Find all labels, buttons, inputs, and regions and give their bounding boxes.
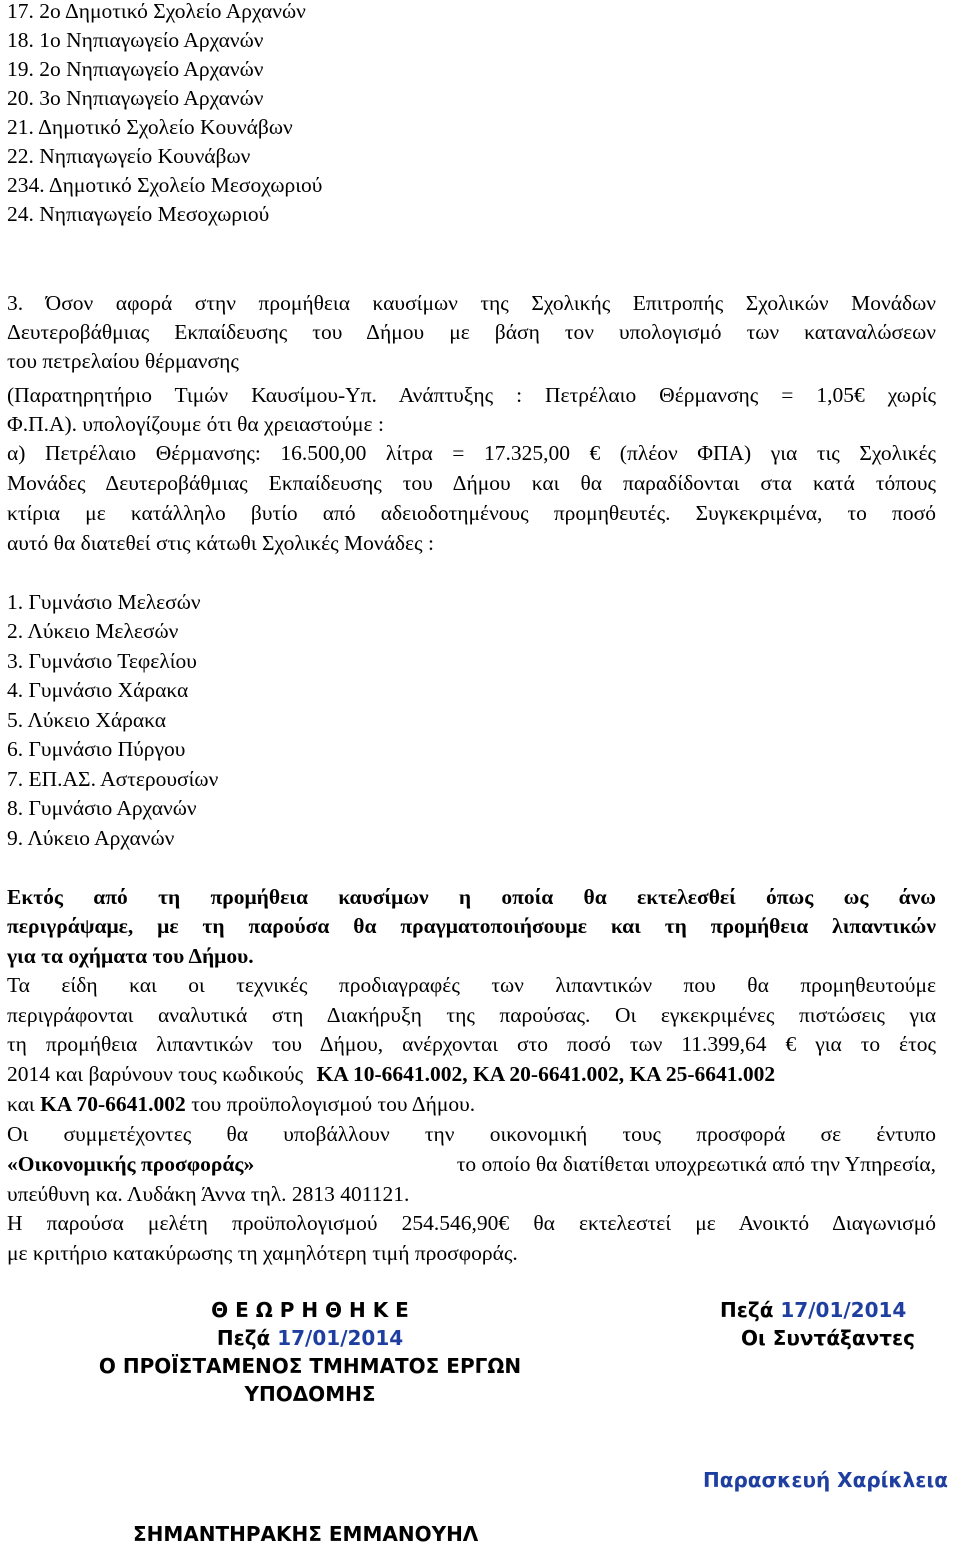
paragraph-line: Δευτεροβάθμιας Εκπαίδευσης του Δήμου με βάση τον υπολογισμό των καταναλώσεων bbox=[7, 320, 936, 344]
paragraph-line: (Παρατηρητήριο Τιμών Καυσίμου-Υπ. Ανάπτυξης : Πετρέλαιο Θέρμανσης = 1,05€ χωρίς bbox=[7, 383, 936, 407]
paragraph-line: Φ.Π.Α). υπολογίζουμε ότι θα χρειαστούμε : bbox=[7, 412, 384, 436]
place-date bbox=[75, 1324, 545, 1352]
list-item: 4. Γυμνάσιο Χάρακα bbox=[7, 678, 189, 702]
list-item: 24. Νηπιαγωγείο Μεσοχωριού bbox=[7, 202, 270, 226]
budget-code: ΚΑ 70-6641.002 bbox=[40, 1092, 186, 1116]
list-item: 3. Γυμνάσιο Τεφελίου bbox=[7, 649, 197, 673]
budget-codes: ΚΑ 10-6641.002, ΚΑ 20-6641.002, ΚΑ 25-6641.002 bbox=[316, 1062, 776, 1086]
paragraph-line bbox=[7, 1090, 475, 1119]
approval-title: Θ Ε Ω Ρ Η Θ Η Κ Ε bbox=[211, 1298, 409, 1322]
paragraph-line: Μονάδες Δευτεροβάθμιας Εκπαίδευσης του Δήμου και θα παραδίδονται στα κατά τόπους bbox=[7, 471, 936, 495]
place: Πεζά bbox=[720, 1298, 781, 1322]
paragraph-line: Η παρούσα μελέτη προϋπολογισμού 254.546,90€ θα εκτελεστεί με Ανοικτό Διαγωνισμό bbox=[7, 1211, 936, 1235]
text-run: του προϋπολογισμού του Δήμου. bbox=[185, 1092, 476, 1116]
offer-form-name: «Οικονομικής προσφοράς» bbox=[7, 1152, 255, 1176]
list-item: 1. Γυμνάσιο Μελεσών bbox=[7, 590, 201, 614]
paragraph-line: περιγράψαμε, με τη παρούσα θα πραγματοποιήσουμε και τη προμήθεια λιπαντικών bbox=[7, 914, 936, 938]
paragraph-line: περιγράφονται αναλυτικά στη Διακήρυξη της παρούσας. Οι εγκεκριμένες πιστώσεις για bbox=[7, 1003, 936, 1027]
date: 17/01/2014 bbox=[277, 1326, 404, 1350]
paragraph-line: με κριτήριο κατακύρωσης τη χαμηλότερη τιμή προσφοράς. bbox=[7, 1241, 518, 1265]
list-item: 7. ΕΠ.ΑΣ. Αστερουσίων bbox=[7, 767, 219, 791]
list-item: 8. Γυμνάσιο Αρχανών bbox=[7, 796, 197, 820]
list-item: 20. 3ο Νηπιαγωγείο Αρχανών bbox=[7, 86, 264, 110]
text-run: 2014 και βαρύνουν τους κωδικούς bbox=[7, 1062, 309, 1086]
paragraph-line: Οι συμμετέχοντες θα υποβάλλουν την οικονομική τους προσφορά σε έντυπο bbox=[7, 1122, 936, 1146]
paragraph-line: Τα είδη και οι τεχνικές προδιαγραφές των λιπαντικών που θα προμηθευτούμε bbox=[7, 973, 936, 997]
signatory-name: Παρασκευή Χαρίκλεια bbox=[703, 1468, 948, 1492]
paragraph-line: Εκτός από τη προμήθεια καυσίμων η οποία θα εκτελεσθεί όπως ως άνω bbox=[7, 885, 936, 909]
list-item: 19. 2ο Νηπιαγωγείο Αρχανών bbox=[7, 57, 264, 81]
paragraph-line: κτίρια με κατάλληλο βυτίο από αδειοδοτημένους προμηθευτές. Συγκεκριμένα, το ποσό bbox=[7, 501, 936, 525]
date: 17/01/2014 bbox=[780, 1298, 907, 1322]
list-item: 2. Λύκειο Μελεσών bbox=[7, 619, 179, 643]
paragraph-line: 3. Όσον αφορά στην προμήθεια καυσίμων της Σχολικής Επιτροπής Σχολικών Μονάδων bbox=[7, 291, 936, 315]
paragraph-line: του πετρελαίου θέρμανσης bbox=[7, 349, 239, 373]
signatory-role: Οι Συντάξαντες bbox=[741, 1326, 915, 1350]
paragraph-line: αυτό θα διατεθεί στις κάτωθι Σχολικές Μονάδες : bbox=[7, 531, 434, 555]
text-run: το οποίο θα διατίθεται υποχρεωτικά από την Υπηρεσία, bbox=[456, 1152, 936, 1176]
signatory-role: Ο ΠΡΟΪΣΤΑΜΕΝΟΣ ΤΜΗΜΑΤΟΣ ΕΡΓΩΝ bbox=[98, 1354, 522, 1378]
list-item: 17. 2ο Δημοτικό Σχολείο Αρχανών bbox=[7, 0, 306, 23]
list-item: 18. 1ο Νηπιαγωγείο Αρχανών bbox=[7, 28, 264, 52]
place: Πεζά bbox=[216, 1326, 278, 1350]
paragraph-line bbox=[7, 1150, 936, 1179]
signatory-role: ΥΠΟΔΟΜΗΣ bbox=[244, 1382, 376, 1406]
list-item: 5. Λύκειο Χάρακα bbox=[7, 708, 167, 732]
text-run: και bbox=[7, 1092, 41, 1116]
paragraph-line bbox=[7, 1060, 775, 1089]
paragraph-line: για τα οχήματα του Δήμου. bbox=[7, 944, 254, 968]
list-item: 9. Λύκειο Αρχανών bbox=[7, 826, 175, 850]
list-item: 22. Νηπιαγωγείο Κουνάβων bbox=[7, 144, 251, 168]
list-item: 21. Δημοτικό Σχολείο Κουνάβων bbox=[7, 115, 293, 139]
paragraph-line: α) Πετρέλαιο Θέρμανσης: 16.500,00 λίτρα = 17.325,00 € (πλέον ΦΠΑ) για τις Σχολικές bbox=[7, 441, 936, 465]
list-item: 234. Δημοτικό Σχολείο Μεσοχωριού bbox=[7, 173, 323, 197]
paragraph-line: τη προμήθεια λιπαντικών του Δήμου, ανέρχονται στο ποσό των 11.399,64 € για το έτος bbox=[7, 1032, 936, 1056]
signatory-name: ΣΗΜΑΝΤΗΡΑΚΗΣ ΕΜΜΑΝΟΥΗΛ bbox=[133, 1522, 479, 1546]
paragraph-line: υπεύθυνη κα. Λυδάκη Άννα τηλ. 2813 401121. bbox=[7, 1182, 410, 1206]
list-item: 6. Γυμνάσιο Πύργου bbox=[7, 737, 186, 761]
place-date bbox=[720, 1296, 906, 1324]
